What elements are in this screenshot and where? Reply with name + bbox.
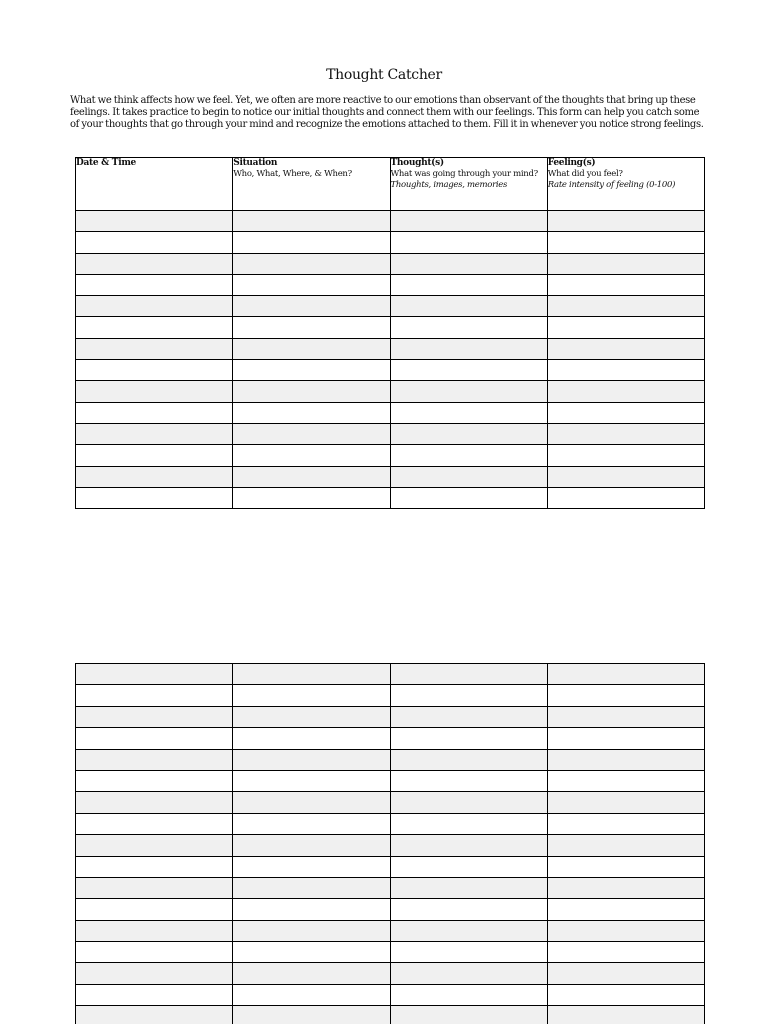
blank-cell-date-time	[76, 877, 233, 898]
table-row	[76, 274, 705, 295]
blank-cell-thoughts	[390, 792, 547, 813]
blank-cell-thoughts	[390, 423, 547, 444]
blank-cell-date-time	[76, 856, 233, 877]
column-subtitle: Who, What, Where, & When?	[233, 169, 352, 179]
blank-cell-situation	[233, 253, 390, 274]
blank-cell-feelings	[547, 877, 704, 898]
blank-cell-thoughts	[390, 296, 547, 317]
table-row	[76, 664, 705, 685]
table-row	[76, 963, 705, 984]
blank-cell-thoughts	[390, 856, 547, 877]
blank-cell-feelings	[547, 942, 704, 963]
blank-cell-thoughts	[390, 963, 547, 984]
blank-cell-feelings	[547, 423, 704, 444]
table-row	[76, 211, 705, 232]
blank-cell-situation	[233, 942, 390, 963]
blank-cell-date-time	[76, 728, 233, 749]
blank-cell-thoughts	[390, 381, 547, 402]
blank-cell-situation	[233, 423, 390, 444]
table-row	[76, 360, 705, 381]
blank-cell-situation	[233, 445, 390, 466]
blank-cell-date-time	[76, 749, 233, 770]
blank-cell-date-time	[76, 402, 233, 423]
blank-cell-feelings	[547, 706, 704, 727]
blank-cell-date-time	[76, 466, 233, 487]
table-row	[76, 487, 705, 508]
blank-cell-date-time	[76, 770, 233, 791]
blank-cell-date-time	[76, 942, 233, 963]
blank-cell-date-time	[76, 253, 233, 274]
blank-cell-thoughts	[390, 445, 547, 466]
blank-cell-date-time	[76, 792, 233, 813]
table-row	[76, 706, 705, 727]
blank-cell-thoughts	[390, 770, 547, 791]
blank-cell-feelings	[547, 813, 704, 834]
blank-cell-situation	[233, 466, 390, 487]
blank-cell-feelings	[547, 445, 704, 466]
blank-cell-feelings	[547, 360, 704, 381]
table-row	[76, 942, 705, 963]
blank-cell-thoughts	[390, 899, 547, 920]
table-row	[76, 813, 705, 834]
blank-cell-thoughts	[390, 835, 547, 856]
blank-cell-thoughts	[390, 877, 547, 898]
blank-cell-situation	[233, 856, 390, 877]
blank-cell-situation	[233, 920, 390, 941]
blank-cell-thoughts	[390, 317, 547, 338]
blank-cell-feelings	[547, 466, 704, 487]
blank-cell-feelings	[547, 381, 704, 402]
table-body	[76, 211, 705, 509]
blank-cell-date-time	[76, 274, 233, 295]
blank-cell-feelings	[547, 728, 704, 749]
blank-cell-date-time	[76, 423, 233, 444]
table-row	[76, 402, 705, 423]
blank-cell-feelings	[547, 792, 704, 813]
blank-cell-thoughts	[390, 749, 547, 770]
blank-cell-date-time	[76, 664, 233, 685]
blank-cell-feelings	[547, 749, 704, 770]
blank-cell-situation	[233, 381, 390, 402]
table-header-row	[76, 158, 705, 211]
blank-cell-thoughts	[390, 813, 547, 834]
blank-cell-thoughts	[390, 466, 547, 487]
blank-cell-feelings	[547, 963, 704, 984]
blank-cell-thoughts	[390, 232, 547, 253]
blank-cell-feelings	[547, 317, 704, 338]
blank-cell-date-time	[76, 487, 233, 508]
page-title: Thought Catcher	[326, 67, 442, 83]
blank-cell-situation	[233, 685, 390, 706]
blank-cell-date-time	[76, 338, 233, 359]
column-subtitle-italic: Thoughts, images, memories	[390, 180, 508, 190]
blank-cell-date-time	[76, 920, 233, 941]
blank-cell-feelings	[547, 253, 704, 274]
blank-cell-situation	[233, 338, 390, 359]
table-row	[76, 317, 705, 338]
blank-cell-feelings	[547, 770, 704, 791]
blank-cell-date-time	[76, 963, 233, 984]
column-subtitle: What was going through your mind?	[390, 169, 538, 179]
table-row	[76, 984, 705, 1005]
blank-cell-situation	[233, 487, 390, 508]
blank-cell-situation	[233, 835, 390, 856]
table-row	[76, 466, 705, 487]
blank-cell-feelings	[547, 984, 704, 1005]
blank-cell-feelings	[547, 487, 704, 508]
column-title: Situation	[233, 158, 278, 168]
table-body	[76, 664, 705, 1024]
blank-cell-feelings	[547, 232, 704, 253]
intro-paragraph: What we think affects how we feel. Yet, we often are more reactive to our emotions than observant of the thoughts that bring up these feelings. It takes practice to begin to notice our initial thoughts and connect them with our feelings. This form can help you catch some of your thoughts that go through your mind and recognize the emotions attached to them. Fill it in whenever you notice strong feelings.	[70, 95, 704, 130]
column-title: Date & Time	[76, 158, 136, 168]
table-row	[76, 877, 705, 898]
blank-cell-date-time	[76, 1006, 233, 1024]
blank-cell-feelings	[547, 296, 704, 317]
blank-cell-thoughts	[390, 706, 547, 727]
blank-cell-situation	[233, 706, 390, 727]
blank-cell-situation	[233, 728, 390, 749]
column-header-situation	[233, 158, 390, 211]
blank-cell-feelings	[547, 274, 704, 295]
blank-cell-situation	[233, 899, 390, 920]
table-row	[76, 445, 705, 466]
blank-cell-date-time	[76, 360, 233, 381]
blank-cell-situation	[233, 232, 390, 253]
blank-cell-thoughts	[390, 402, 547, 423]
blank-cell-feelings	[547, 835, 704, 856]
blank-cell-situation	[233, 749, 390, 770]
blank-cell-thoughts	[390, 942, 547, 963]
blank-cell-date-time	[76, 381, 233, 402]
blank-cell-date-time	[76, 899, 233, 920]
blank-cell-date-time	[76, 296, 233, 317]
blank-cell-date-time	[76, 211, 233, 232]
table-row	[76, 423, 705, 444]
blank-cell-thoughts	[390, 664, 547, 685]
blank-cell-thoughts	[390, 685, 547, 706]
blank-cell-situation	[233, 360, 390, 381]
table-row	[76, 749, 705, 770]
blank-cell-feelings	[547, 899, 704, 920]
blank-cell-date-time	[76, 835, 233, 856]
table-row	[76, 899, 705, 920]
blank-cell-situation	[233, 274, 390, 295]
blank-cell-situation	[233, 296, 390, 317]
blank-cell-thoughts	[390, 1006, 547, 1024]
blank-cell-situation	[233, 664, 390, 685]
column-title: Feeling(s)	[547, 158, 596, 168]
blank-cell-situation	[233, 211, 390, 232]
column-header-thoughts	[390, 158, 547, 211]
table-row	[76, 296, 705, 317]
blank-cell-feelings	[547, 211, 704, 232]
blank-cell-date-time	[76, 445, 233, 466]
blank-cell-date-time	[76, 984, 233, 1005]
blank-cell-thoughts	[390, 360, 547, 381]
blank-cell-thoughts	[390, 338, 547, 359]
table-row	[76, 856, 705, 877]
column-subtitle: What did you feel?	[547, 169, 623, 179]
blank-cell-thoughts	[390, 274, 547, 295]
blank-cell-situation	[233, 984, 390, 1005]
table-row	[76, 770, 705, 791]
blank-cell-thoughts	[390, 211, 547, 232]
table-row	[76, 338, 705, 359]
blank-cell-feelings	[547, 402, 704, 423]
table-row	[76, 920, 705, 941]
blank-cell-situation	[233, 813, 390, 834]
table-row	[76, 381, 705, 402]
blank-cell-thoughts	[390, 984, 547, 1005]
blank-cell-date-time	[76, 706, 233, 727]
column-title: Thought(s)	[390, 158, 444, 168]
blank-cell-date-time	[76, 685, 233, 706]
table-row	[76, 728, 705, 749]
blank-cell-feelings	[547, 856, 704, 877]
table-row	[76, 792, 705, 813]
column-header-date-time	[76, 158, 233, 211]
table-row	[76, 253, 705, 274]
blank-cell-feelings	[547, 685, 704, 706]
blank-cell-situation	[233, 963, 390, 984]
blank-cell-feelings	[547, 338, 704, 359]
blank-cell-situation	[233, 402, 390, 423]
table-row	[76, 1006, 705, 1024]
table-row	[76, 835, 705, 856]
blank-cell-thoughts	[390, 253, 547, 274]
thought-log-table	[75, 157, 705, 509]
table-row	[76, 232, 705, 253]
blank-cell-thoughts	[390, 487, 547, 508]
blank-cell-feelings	[547, 1006, 704, 1024]
blank-cell-date-time	[76, 813, 233, 834]
blank-cell-situation	[233, 877, 390, 898]
blank-cell-feelings	[547, 664, 704, 685]
blank-cell-thoughts	[390, 728, 547, 749]
thought-log-table-continued	[75, 663, 705, 1024]
blank-cell-situation	[233, 317, 390, 338]
column-header-feelings	[547, 158, 704, 211]
blank-cell-date-time	[76, 317, 233, 338]
column-subtitle-italic: Rate intensity of feeling (0-100)	[547, 180, 676, 190]
blank-cell-situation	[233, 770, 390, 791]
blank-cell-situation	[233, 792, 390, 813]
blank-cell-situation	[233, 1006, 390, 1024]
blank-cell-thoughts	[390, 920, 547, 941]
blank-cell-feelings	[547, 920, 704, 941]
blank-cell-date-time	[76, 232, 233, 253]
table-row	[76, 685, 705, 706]
